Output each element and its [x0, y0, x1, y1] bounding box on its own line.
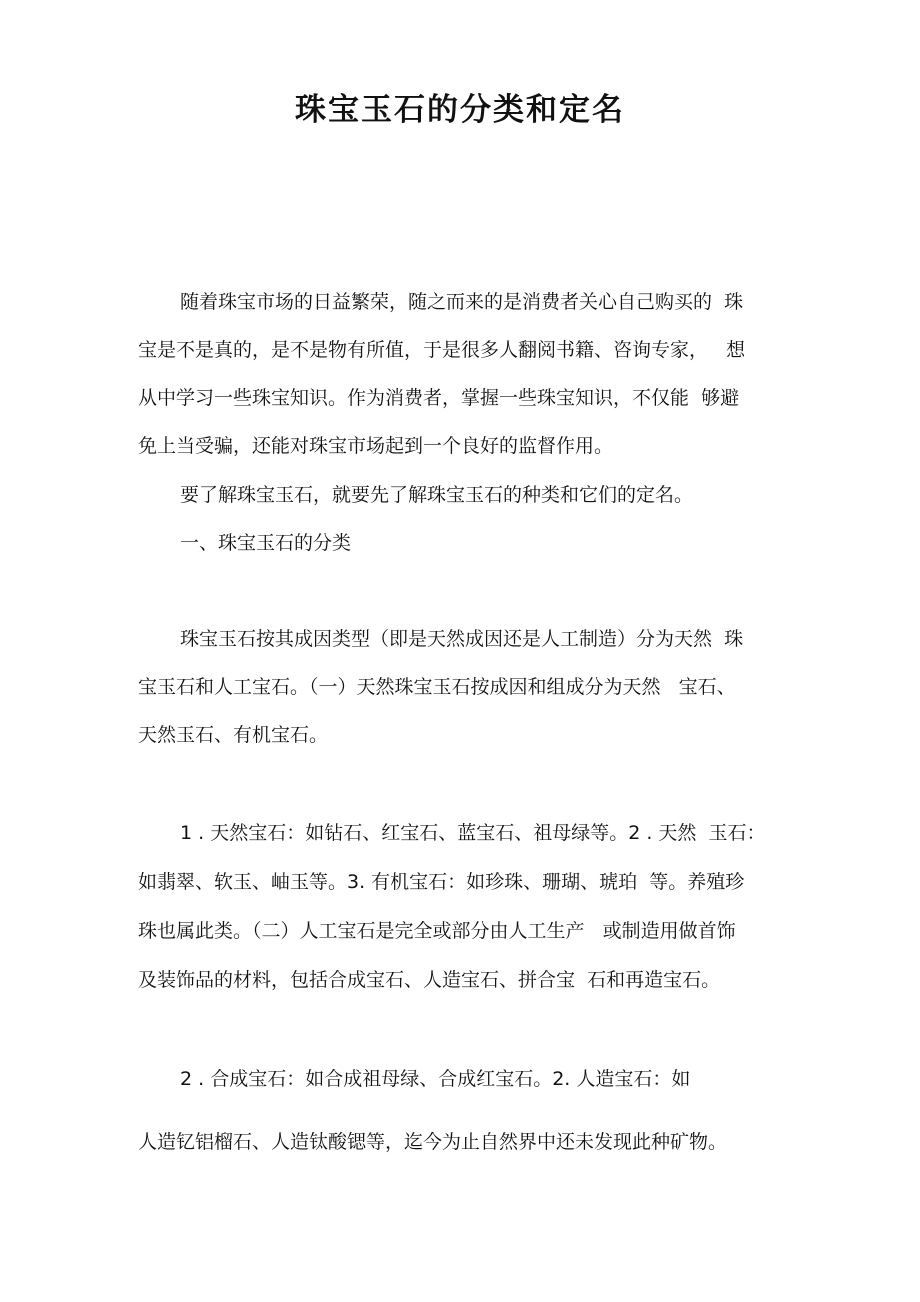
paragraph-line: 宝是不是真的，是不是物有所值，于是很多人翻阅书籍、咨询专家， 想: [138, 339, 746, 361]
paragraph-line: 免上当受骗，还能对珠宝市场起到一个良好的监督作用。: [138, 435, 614, 457]
paragraph-line: 珠也属此类。（二）人工宝石是完全或部分由人工生产 或制造用做首饰: [138, 920, 736, 942]
paragraph-line: 珠宝玉石按其成因类型（即是天然成因还是人工制造）分为天然 珠: [180, 628, 744, 650]
paragraph-line: 如翡翠、软玉、岫玉等。3. 有机宝石：如珍珠、珊瑚、琥珀 等。养殖珍: [138, 871, 745, 893]
paragraph-line: 人造钇铝榴石、人造钛酸锶等，迄今为止自然界中还未发现此种矿物。: [138, 1131, 728, 1153]
paragraph-line: 宝玉石和人工宝石。（一）天然珠宝玉石按成因和组成分为天然 宝石、: [138, 676, 736, 698]
paragraph-line: 1 . 天然宝石：如钻石、红宝石、蓝宝石、祖母绿等。2 . 天然 玉石：: [180, 822, 766, 844]
paragraph-line: 要了解珠宝玉石，就要先了解珠宝玉石的种类和它们的定名。: [180, 484, 694, 506]
paragraph-line: 2 . 合成宝石：如合成祖母绿、合成红宝石。2. 人造宝石：如: [180, 1068, 691, 1090]
paragraph-line: 天然玉石、有机宝石。: [138, 724, 329, 746]
section-heading: 一、珠宝玉石的分类: [180, 532, 352, 554]
document-title: 珠宝玉石的分类和定名: [295, 92, 625, 128]
paragraph-line: 从中学习一些珠宝知识。作为消费者，掌握一些珠宝知识，不仅能 够避: [138, 387, 740, 409]
paragraph-line: 及装饰品的材料，包括合成宝石、人造宝石、拼合宝 石和再造宝石。: [138, 969, 721, 991]
paragraph-line: 随着珠宝市场的日益繁荣，随之而来的是消费者关心自己购买的 珠: [180, 291, 744, 313]
